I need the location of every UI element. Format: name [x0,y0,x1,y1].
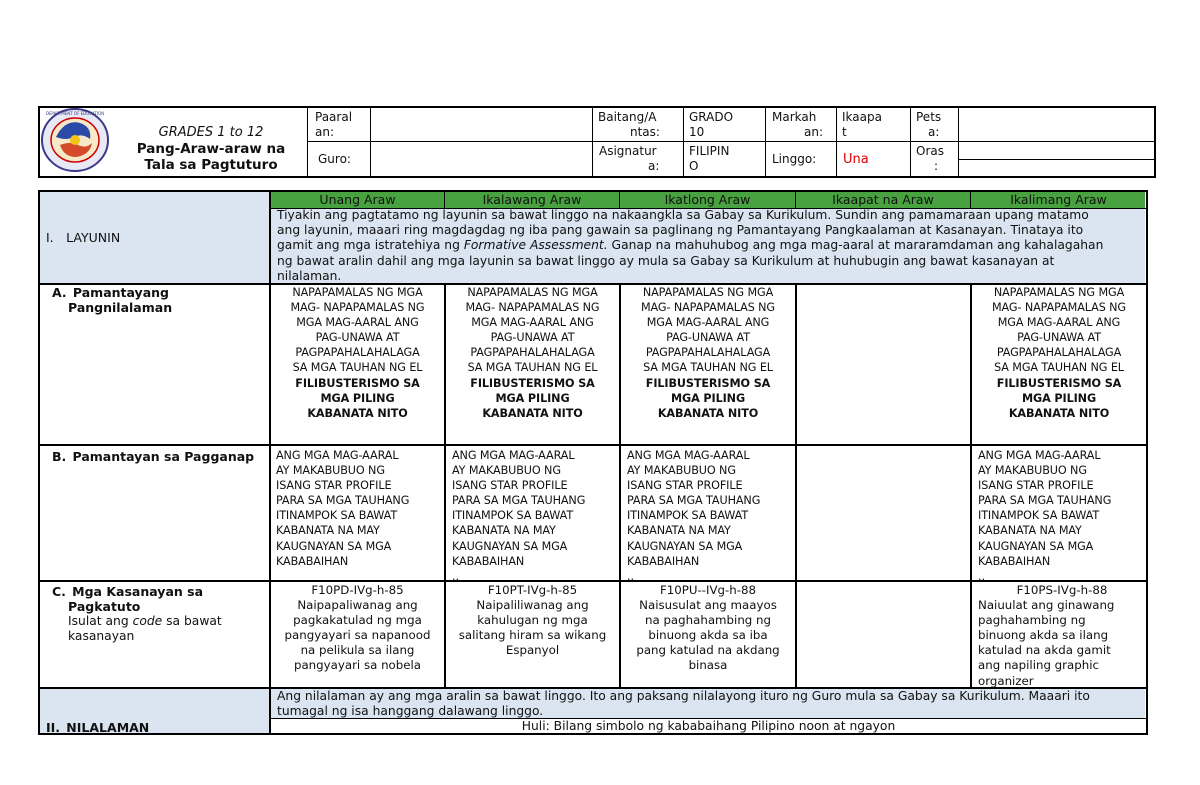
c5-l6: ang napiling graphic [978,658,1099,673]
a5-l2: MAG- NAPAPAMALAS NG [991,301,1126,315]
layunin-line-3 [277,238,1143,253]
oras-label-1: Oras [916,144,944,158]
row-c-sub-2: kasanayan [68,629,135,643]
petsa-label-2: a: [928,125,940,139]
c3-l4: binuong akda sa iba [648,628,768,643]
a1-l4: PAG-UNAWA AT [315,331,400,345]
markahan-label-1: Markah [772,110,817,124]
a2-b2: MGA PILING [495,391,570,405]
a2-l4: PAG-UNAWA AT [490,331,575,345]
c-cell-day5 [978,583,1146,689]
c2-l5: Espanyol [505,643,560,658]
b5-l3: ISANG STAR PROFILE [978,479,1094,493]
a3-l2: MAG- NAPAPAMALAS NG [640,301,775,315]
a3-l4: PAG-UNAWA AT [666,331,750,345]
a5-b3: KABANATA NITO [1008,406,1110,420]
asignatura-label-1: Asignatur [599,144,657,158]
b3-l5: ITINAMPOK SA BAWAT [627,509,749,523]
c-cell-day1 [271,583,444,674]
row-c-sub-1 [68,614,222,629]
a3-b1: FILIBUSTERISMO SA [645,376,771,390]
layunin-line-5: nilalaman. [277,268,342,283]
layunin-line-2: ang layunin, maaari ring magdagdag ng iba pang gawain sa paglinang ng Pamantayang Pangkaalaman at Kasanayan. Tinataya ito [277,223,1084,238]
grades-label: GRADES 1 to 12 [158,125,264,140]
day-header-4: Ikaapat na Araw [832,192,934,207]
filipino-value-1: FILIPIN [689,144,730,158]
c1-l5: na pelikula sa ilang [300,643,415,658]
paaralan-label-1: Paaral [315,110,353,124]
grado-value-2: 10 [689,125,705,139]
layunin-line-1: Tiyakin ang pagtatamo ng layunin sa bawat linggo na nakaangkla sa Gabay sa Kurikulum. Sundin ang pamamaraan upang matamo [277,208,1089,222]
a-cell-day3 [621,285,795,421]
huli-text: Huli: Bilang simbolo ng kababaihang Pilipino noon at ngayon [521,719,896,733]
a-cell-day1 [271,285,444,421]
b-cell-day2 [452,448,619,569]
row-a-label-2: Pangnilalaman [68,300,173,315]
c2-l1: F10PT-IVg-h-85 [487,583,578,597]
svg-text:DEPARTMENT OF EDUCATION: DEPARTMENT OF EDUCATION [45,111,105,116]
c3-l5: pang katulad na akdang [636,643,780,658]
c3-l3: na paghahambing ng [644,613,771,628]
b1-l4: PARA SA MGA TAUHANG [276,494,410,508]
nilalaman-line-2: tumagal ng isa hanggang dalawang linggo. [277,704,544,719]
c-cell-day3 [621,583,795,674]
b2-dots: .. [452,570,459,583]
layunin-line-4: ng bawat aralin dahil ang mga layunin sa bawat linggo ay mula sa Gabay sa Kurikulum at huhubugin ang bawat kasanayan at [277,253,1055,268]
a1-l2: MAG- NAPAPAMALAS NG [290,301,425,315]
b2-l8: KABABAIHAN [452,554,525,568]
b3-l6: KABANATA NA MAY [627,524,731,538]
a3-l5: PAGPAPAHALAHALAGA [645,346,771,360]
a2-b1: FILIBUSTERISMO SA [470,376,595,390]
layunin-label: I. LAYUNIN [46,230,121,245]
b5-l2: AY MAKABUBUO NG [978,464,1087,478]
c5-l7: organizer [978,673,1034,688]
c5-l5: katulad na akda gamit [978,643,1111,658]
a1-l5: PAGPAPAHALAHALAGA [295,346,420,360]
filipino-value-2: O [689,159,699,173]
b3-l4: PARA SA MGA TAUHANG [627,494,761,508]
a5-l6: SA MGA TAUHAN NG EL [994,361,1124,375]
a2-l1: NAPAPAMALAS NG MGA [467,286,598,299]
nilalaman-label: II. NILALAMAN [46,720,150,735]
a-cell-day2 [446,285,619,421]
b1-l1: ANG MGA MAG-AARAL [276,449,399,462]
a-cell-day5 [972,285,1146,421]
c3-l6: binasa [688,658,728,673]
ikaapat-value-1: Ikaapa [842,110,882,124]
a1-b2: MGA PILING [320,391,395,405]
nilalaman-body [277,689,1143,719]
b2-l2: AY MAKABUBUO NG [452,464,561,478]
b1-l6: KABANATA NA MAY [276,524,380,538]
c1-l6: pangyayari sa nobela [293,658,422,673]
a1-l6: SA MGA TAUHAN NG EL [292,361,423,375]
b-cell-day1 [276,448,444,569]
c5-l2: Naiuulat ang ginawang [978,598,1115,613]
petsa-label-1: Pets [916,110,942,124]
b5-l1: ANG MGA MAG-AARAL [978,449,1101,462]
b3-l2: AY MAKABUBUO NG [627,464,736,478]
asignatura-label-2: a: [648,159,660,173]
a5-l4: PAG-UNAWA AT [1017,331,1101,345]
a1-b3: KABANATA NITO [307,406,408,420]
una-value: Una [843,152,869,167]
a3-l6: SA MGA TAUHAN NG EL [643,361,773,375]
b3-l1: ANG MGA MAG-AARAL [627,449,750,462]
c3-l1: F10PU--IVg-h-88 [659,583,757,597]
a3-b3: KABANATA NITO [657,406,759,420]
b2-l6: KABANATA NA MAY [452,524,556,538]
layunin-line-3c: Ganap na mahuhubog ang mga mag-aaral at mararamdaman ang kahalagahan [607,238,1104,253]
a3-l3: MGA MAG-AARAL ANG [646,316,770,330]
day-header-2: Ikalawang Araw [482,192,582,207]
row-c-label-1: C. Mga Kasanayan sa [52,584,204,599]
c5-l4: binuong akda sa ilang [978,628,1109,643]
a1-l3: MGA MAG-AARAL ANG [296,316,419,330]
b2-l4: PARA SA MGA TAUHANG [452,494,586,508]
a5-b2: MGA PILING [1021,391,1097,405]
c1-l1: F10PD-IVg-h-85 [311,583,404,597]
a2-l3: MGA MAG-AARAL ANG [471,316,594,330]
layunin-body [277,208,1143,284]
a3-l1: NAPAPAMALAS NG MGA [642,286,774,299]
row-c-label-2: Pagkatuto [68,599,141,614]
b1-l8: KABABAIHAN [276,554,349,568]
b3-dots: .. [627,569,634,583]
a1-l1: NAPAPAMALAS NG MGA [292,286,423,299]
b1-l3: ISANG STAR PROFILE [276,479,392,493]
b2-l5: ITINAMPOK SA BAWAT [452,509,574,523]
c1-l4: pangyayari sa napanood [284,628,431,643]
oras-label-2: : [934,159,939,173]
b3-l3: ISANG STAR PROFILE [627,479,743,493]
b5-l4: PARA SA MGA TAUHANG [978,494,1112,508]
b2-l7: KAUGNAYAN SA MGA [452,539,568,553]
b5-l8: KABABAIHAN [978,554,1051,568]
a5-l5: PAGPAPAHALAHALAGA [996,346,1122,360]
paaralan-label-2: an: [315,125,335,139]
layunin-line-3b: Formative Assessment. [463,238,608,253]
b5-l6: KABANATA NA MAY [978,524,1082,538]
c2-l3: kahulugan ng mga [477,613,588,628]
c3-l2: Naisusulat ang maayos [639,598,777,613]
c2-l2: Naipaliliwanag ang [476,598,589,613]
deped-seal-icon [40,107,114,175]
title-line-2: Tala sa Pagtuturo [144,157,278,173]
grado-value-1: GRADO [689,110,734,124]
a2-b3: KABANATA NITO [482,406,583,420]
a1-b1: FILIBUSTERISMO SA [295,376,420,390]
c2-l4: salitang hiram sa wikang [458,628,607,643]
b2-l1: ANG MGA MAG-AARAL [452,449,575,462]
b3-l7: KAUGNAYAN SA MGA [627,539,743,553]
day-header-3: Ikatlong Araw [664,192,751,207]
b1-l2: AY MAKABUBUO NG [276,464,385,478]
a3-b2: MGA PILING [670,391,746,405]
b-cell-day5 [978,448,1146,584]
b1-l7: KAUGNAYAN SA MGA [276,539,392,553]
c1-l2: Naipapaliwanag ang [297,598,418,613]
day-header-5: Ikalimang Araw [1010,192,1107,207]
baitang-label-2: ntas: [630,125,660,139]
layunin-line-3a: gamit ang mga istratehiya ng [277,238,464,253]
ikaapat-value-2: t [842,125,847,139]
a2-l2: MAG- NAPAPAMALAS NG [465,301,600,315]
c5-l3: paghahambing ng [978,613,1086,628]
linggo-label: Linggo: [772,152,817,166]
b1-l5: ITINAMPOK SA BAWAT [276,509,398,523]
a5-l3: MGA MAG-AARAL ANG [997,316,1121,330]
c5-l1: F10PS-IVg-h-88 [1016,583,1108,597]
b5-l7: KAUGNAYAN SA MGA [978,539,1094,553]
b3-l8: KABABAIHAN [627,554,700,568]
baitang-label-1: Baitang/A [598,110,657,124]
c-cell-day2 [446,583,619,658]
nilalaman-line-1: Ang nilalaman ay ang mga aralin sa bawat linggo. Ito ang paksang nilalayong ituro ng Guro mula sa Gabay sa Kurikulum. Maaari ito [277,689,1090,703]
title-line-1: Pang-Araw-araw na [136,141,286,157]
c-sub-a: Isulat ang [68,614,133,628]
a2-l6: SA MGA TAUHAN NG EL [467,361,598,375]
c-sub-b: sa bawat [162,614,222,628]
a5-l1: NAPAPAMALAS NG MGA [993,286,1125,299]
a2-l5: PAGPAPAHALAHALAGA [470,346,595,360]
b5-dots: .. [978,569,985,583]
markahan-label-2: an: [804,125,824,139]
c-sub-code: code [132,614,163,628]
a5-b1: FILIBUSTERISMO SA [996,376,1122,390]
b-cell-day3 [627,448,795,584]
day-header-1: Unang Araw [319,192,396,207]
row-a-label-1: A. Pamantayang [52,285,169,300]
guro-label: Guro: [318,152,351,166]
c1-l3: pagkakatulad ng mga [293,613,422,628]
b5-l5: ITINAMPOK SA BAWAT [978,509,1100,523]
row-b-label: B. Pamantayan sa Pagganap [52,449,255,464]
b2-l3: ISANG STAR PROFILE [452,479,568,493]
